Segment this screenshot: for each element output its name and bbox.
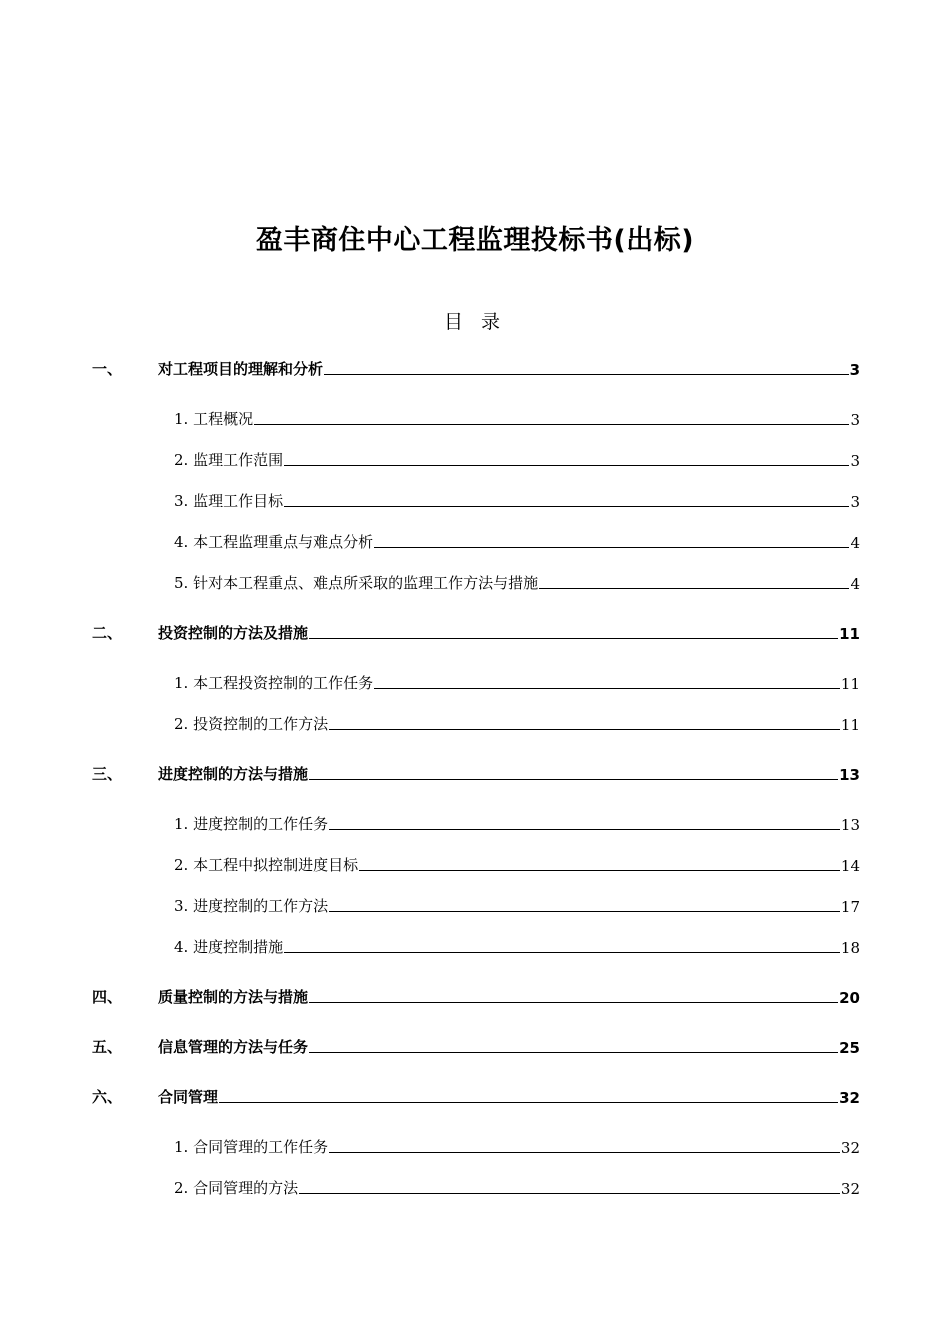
toc-item-row[interactable]	[174, 530, 860, 552]
toc-section-row[interactable]	[92, 1085, 860, 1107]
toc-section-page: 20	[839, 989, 860, 1007]
toc-section-row[interactable]	[92, 621, 860, 643]
toc-item-page: 32	[840, 1139, 860, 1157]
toc-section-title: 质量控制的方法与措施	[158, 988, 309, 1006]
toc-section-row[interactable]	[92, 762, 860, 784]
toc-item-page: 3	[850, 411, 860, 429]
toc-leader-line	[284, 464, 849, 466]
toc-item-title: 2. 合同管理的方法	[174, 1179, 299, 1197]
toc-item-page: 17	[840, 898, 860, 916]
toc-section-title: 对工程项目的理解和分析	[158, 360, 324, 378]
toc-item-title: 1. 合同管理的工作任务	[174, 1138, 329, 1156]
toc-item-row[interactable]	[174, 407, 860, 429]
toc-item-page: 18	[840, 939, 860, 957]
toc-item-row[interactable]	[174, 853, 860, 875]
toc-item-title: 2. 监理工作范围	[174, 451, 284, 469]
toc-item-title: 2. 本工程中拟控制进度目标	[174, 856, 359, 874]
toc-item-page: 11	[840, 675, 860, 693]
toc-leader-line	[329, 828, 840, 830]
toc-section-title: 投资控制的方法及措施	[158, 624, 309, 642]
toc-item-row[interactable]	[174, 935, 860, 957]
toc-section-page: 11	[839, 625, 860, 643]
toc-section-row[interactable]	[92, 1035, 860, 1057]
toc-section-page: 32	[839, 1089, 860, 1107]
toc-item-title: 3. 进度控制的工作方法	[174, 897, 329, 915]
toc-leader-line	[284, 505, 849, 507]
toc-section-number: 四、	[92, 988, 123, 1006]
toc-item-title: 4. 进度控制措施	[174, 938, 284, 956]
toc-section-number: 二、	[92, 624, 123, 642]
toc-item-row[interactable]	[174, 571, 860, 593]
toc-item-page: 4	[850, 534, 860, 552]
toc-section-title: 信息管理的方法与任务	[158, 1038, 309, 1056]
toc-section-number: 六、	[92, 1088, 123, 1106]
toc-item-title: 5. 针对本工程重点、难点所采取的监理工作方法与措施	[174, 574, 539, 592]
toc-item-title: 1. 进度控制的工作任务	[174, 815, 329, 833]
toc-section-title: 进度控制的方法与措施	[158, 765, 309, 783]
toc-item-page: 3	[850, 493, 860, 511]
toc-item-title: 3. 监理工作目标	[174, 492, 284, 510]
toc-leader-line	[329, 1151, 840, 1153]
toc-section-row[interactable]	[92, 357, 860, 379]
toc-item-page: 3	[850, 452, 860, 470]
toc-item-row[interactable]	[174, 1176, 860, 1198]
toc-section-number: 一、	[92, 360, 123, 378]
toc-section-page: 3	[849, 361, 860, 379]
toc-section-row[interactable]	[92, 985, 860, 1007]
toc-section-page: 25	[839, 1039, 860, 1057]
toc-leader-line	[299, 1192, 840, 1194]
toc-heading: 目 录	[443, 311, 507, 333]
toc-section-number: 五、	[92, 1038, 123, 1056]
toc-leader-line	[329, 910, 840, 912]
toc-section-number: 三、	[92, 765, 123, 783]
toc-leader-line	[359, 869, 840, 871]
toc-item-row[interactable]	[174, 812, 860, 834]
toc-item-row[interactable]	[174, 489, 860, 511]
toc-item-page: 32	[840, 1180, 860, 1198]
toc-leader-line	[329, 728, 840, 730]
toc-leader-line	[374, 687, 840, 689]
toc-item-title: 2. 投资控制的工作方法	[174, 715, 329, 733]
toc-leader-line	[309, 1001, 838, 1003]
toc-leader-line	[539, 587, 849, 589]
toc-item-row[interactable]	[174, 448, 860, 470]
toc-item-row[interactable]	[174, 712, 860, 734]
toc-item-title: 1. 工程概况	[174, 410, 254, 428]
toc-leader-line	[324, 373, 849, 375]
toc-leader-line	[284, 951, 840, 953]
toc-item-page: 13	[840, 816, 860, 834]
toc-item-row[interactable]	[174, 671, 860, 693]
toc-item-page: 11	[840, 716, 860, 734]
toc-leader-line	[219, 1101, 838, 1103]
toc-item-row[interactable]	[174, 1135, 860, 1157]
toc-leader-line	[309, 637, 838, 639]
toc-leader-line	[374, 546, 849, 548]
toc-item-title: 4. 本工程监理重点与难点分析	[174, 533, 374, 551]
toc-item-title: 1. 本工程投资控制的工作任务	[174, 674, 374, 692]
toc-item-page: 14	[840, 857, 860, 875]
toc-item-row[interactable]	[174, 894, 860, 916]
document-title: 盈丰商住中心工程监理投标书(出标)	[255, 225, 695, 256]
toc-leader-line	[309, 1051, 838, 1053]
toc-section-title: 合同管理	[158, 1088, 219, 1106]
toc-leader-line	[309, 778, 838, 780]
toc-section-page: 13	[839, 766, 860, 784]
toc-item-page: 4	[850, 575, 860, 593]
toc-leader-line	[254, 423, 849, 425]
